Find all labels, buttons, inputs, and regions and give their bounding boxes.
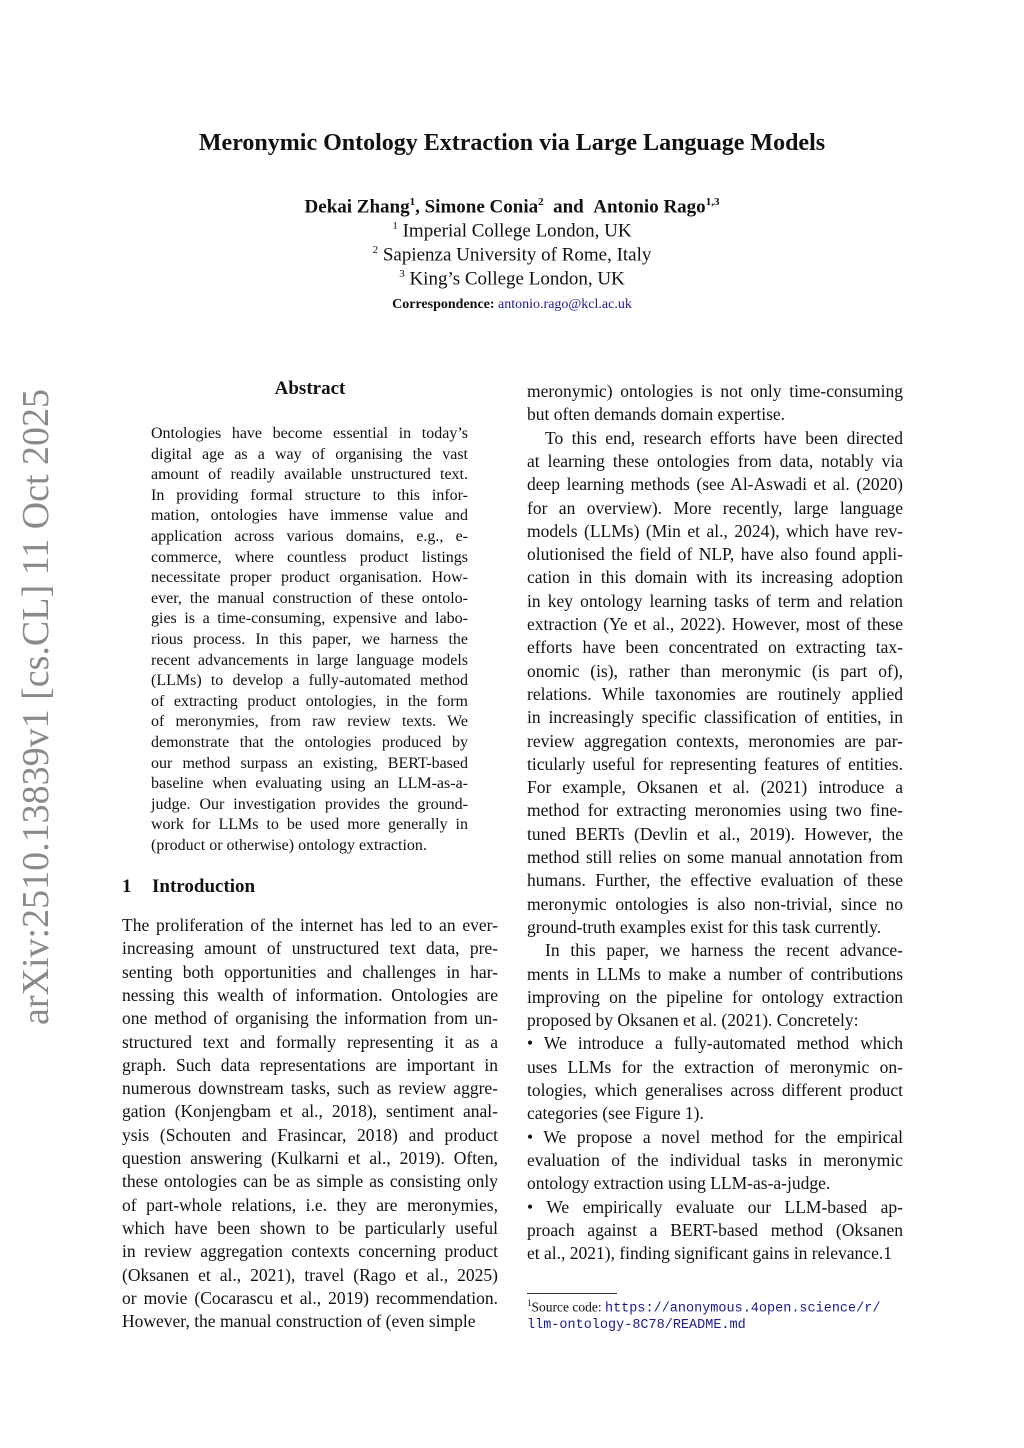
text-line: categories (see Figure 1). [527,1103,704,1124]
text-line: for an overview). More recently, large language [527,497,903,518]
text-line: ground-truth examples exist for this task currently. [527,916,882,937]
text-line: question answering (Kulkarni et al., 2019). Often, [122,1148,498,1168]
text-line: Ontologies have become essential in today’s [151,425,468,442]
text-line: baseline when evaluating using an LLM-as-a- [151,775,468,793]
text-line: commerce, where countless product listings [151,548,468,566]
text-line: at learning these ontologies from data, notably via [527,450,903,471]
text-line: in review aggregation contexts concerning product [122,1241,498,1262]
affiliation-text: Sapienza University of Rome, Italy [382,244,652,266]
affiliation-sup: 2 [372,244,379,256]
text-line: amount of readily available unstructured text. [151,466,468,484]
text-line: ontology extraction using LLM-as-a-judge. [527,1173,831,1194]
author-name: Dekai Zhang [304,196,410,218]
footnote-url-link[interactable]: llm-ontology-8C78/README.md [527,1318,746,1333]
text-line: our method surpass an existing, BERT-based [151,754,468,772]
text-line: evaluation of the individual tasks in meronymic [527,1149,903,1170]
author-name: Antonio Rago [593,196,706,218]
text-line: In this paper, we harness the recent advance- [545,940,903,961]
footnote-rule [527,1293,617,1294]
text-line: tologies, which generalises across different product [527,1080,903,1100]
text-line: • We empirically evaluate our LLM-based ap- [527,1196,903,1217]
affiliation [0,268,1024,290]
text-line: To this end, research efforts have been directed [545,427,903,448]
text-line: method still relies on some manual annotation from [527,847,903,867]
affiliation [0,220,1024,242]
correspondence-email-link[interactable]: antonio.rago@kcl.ac.uk [498,297,632,312]
text-line: improving on the pipeline for ontology extraction [527,986,903,1007]
author-list: Dekai Zhang$^1$, Simone Conia$^2$ and Antonio Rago$^{1,3}$ [304,196,720,218]
text-line: cation in this domain with its increasing adoption [527,567,903,588]
text-line: these ontologies can be as simple as consisting only [122,1171,498,1192]
text-line: demonstrate that the ontologies produced by [151,734,468,751]
text-line: models (LLMs) (Min et al., 2024), which have rev- [527,520,903,541]
text-line: method for extracting meronomies using two fine- [527,800,903,821]
text-line: relations. While taxonomies are routinely applied [527,683,903,704]
text-line: tuned BERTs (Devlin et al., 2019). However, the [527,823,903,844]
text-line: extraction (Ye et al., 2022). However, most of these [527,614,903,634]
section-title: Introduction [152,876,256,897]
affiliation-sup: 1 [392,220,398,232]
text-line: ticularly useful for representing features of entities. [527,753,903,774]
text-line: of part-whole relations, i.e. they are meronymies, [122,1194,498,1215]
footnote-continued [527,1316,907,1333]
text-line: which have been shown to be particularly useful [122,1217,498,1238]
text-line: proposed by Oksanen et al. (2021). Concretely: [527,1010,859,1031]
text-line: • We introduce a fully-automated method which [527,1033,903,1054]
section-heading-introduction [122,876,255,898]
text-line: The proliferation of the internet has led to an ever- [122,915,498,935]
arxiv-identifier: arXiv:2510.13839v1 [cs.CL] 11 Oct 2025 [15,388,57,1025]
text-line: graph. Such data representations are important in [122,1054,498,1075]
text-line: work for LLMs to be used more generally in [151,816,468,834]
text-line: meronymic ontologies is also non-trivial, since no [527,893,903,914]
text-line: meronymic) ontologies is not only time-consuming [527,381,903,401]
text-line: humans. Further, the effective evaluation of these [527,870,903,891]
text-line: ments in LLMs to make a number of contributions [527,963,903,984]
footnote-label: Source code: [531,1299,605,1315]
text-line: • We propose a novel method for the empirical [527,1126,903,1147]
text-line: However, the manual construction of (even simple [122,1311,476,1332]
footnote-url-link[interactable]: https://anonymous.4open.science/r/ [604,1301,881,1317]
text-line: review aggregation contexts, meronomies are par- [527,730,903,751]
affiliation-text: King’s College London, UK [409,268,625,290]
text-line: In providing formal structure to this infor- [151,486,468,504]
author-sup: 1 [409,196,416,208]
text-line: rious process. In this paper, we harness the [151,631,468,648]
text-line: digital age as a way of organising the vast [151,445,468,463]
text-line: application across various domains, e.g., e- [151,528,468,545]
text-line: in key ontology learning tasks of term and relation [527,590,903,611]
text-line: senting both opportunities and challenges in har- [122,961,498,982]
text-line: numerous downstream tasks, such as review aggre- [122,1078,498,1099]
author-sup: 1,3 [705,196,720,208]
text-line: recent advancements in large language models [151,651,468,669]
text-line: ever, the manual construction of these ontolo- [151,589,468,607]
paper-title: Meronymic Ontology Extraction via Large Language Models [198,130,826,156]
footnote [527,1298,907,1317]
text-line: structured text and formally representing it as a [122,1031,498,1052]
text-line: deep learning methods (see Al-Aswadi et al. (2020) [527,474,903,495]
text-line: in increasingly specific classification of entities, in [527,707,903,728]
text-line: ysis (Schouten and Frasincar, 2018) and product [122,1124,498,1145]
text-line: nessing this wealth of information. Ontologies are [122,984,498,1005]
text-line: necessitate proper product organisation. How- [151,569,468,587]
text-line: gies is a time-consuming, expensive and labo- [151,610,468,628]
text-line: increasing amount of unstructured text data, pre- [122,938,498,959]
text-line: (product or otherwise) ontology extraction. [151,837,427,854]
text-line: For example, Oksanen et al. (2021) introduce a [527,777,903,798]
abstract-heading: Abstract [274,378,346,399]
text-line: et al., 2021), finding significant gains in relevance.1 [527,1243,892,1264]
text-line: onomic (is), rather than meronymic (is part of), [527,660,903,681]
author-name: Simone Conia [424,196,539,218]
text-line: (Oksanen et al., 2021), travel (Rago et al., 2025) [122,1264,498,1285]
text-line: efforts have been concentrated on extracting tax- [527,637,903,658]
author-sup: 2 [538,196,544,208]
text-line: of extracting product ontologies, in the form [151,692,468,710]
text-line: proach against a BERT-based method (Oksanen [527,1219,903,1240]
text-line: but often demands domain expertise. [527,404,786,425]
text-line: gation (Konjengbam et al., 2018), sentiment anal- [122,1101,498,1122]
text-line: one method of organising the information from un- [122,1008,498,1029]
footnote-mark: 1 [527,1298,532,1308]
section-number: 1 [122,876,132,897]
text-line: (LLMs) to develop a fully-automated method [151,672,468,690]
correspondence-label: Correspondence: [392,297,495,312]
text-line: mation, ontologies have immense value and [151,507,468,525]
text-line: or movie (Cocarascu et al., 2019) recommendation. [122,1287,498,1308]
text-line: uses LLMs for the extraction of meronymic on- [527,1056,903,1077]
text-line: olutionised the field of NLP, have also found appli- [527,544,903,565]
text-line: judge. Our investigation provides the ground- [151,795,468,813]
text-line: of meronymies, from raw review texts. We [151,713,468,731]
affiliation [0,244,1024,266]
correspondence [0,297,1024,313]
affiliation-text: Imperial College London, UK [402,220,632,242]
affiliation-sup: 3 [399,268,405,280]
